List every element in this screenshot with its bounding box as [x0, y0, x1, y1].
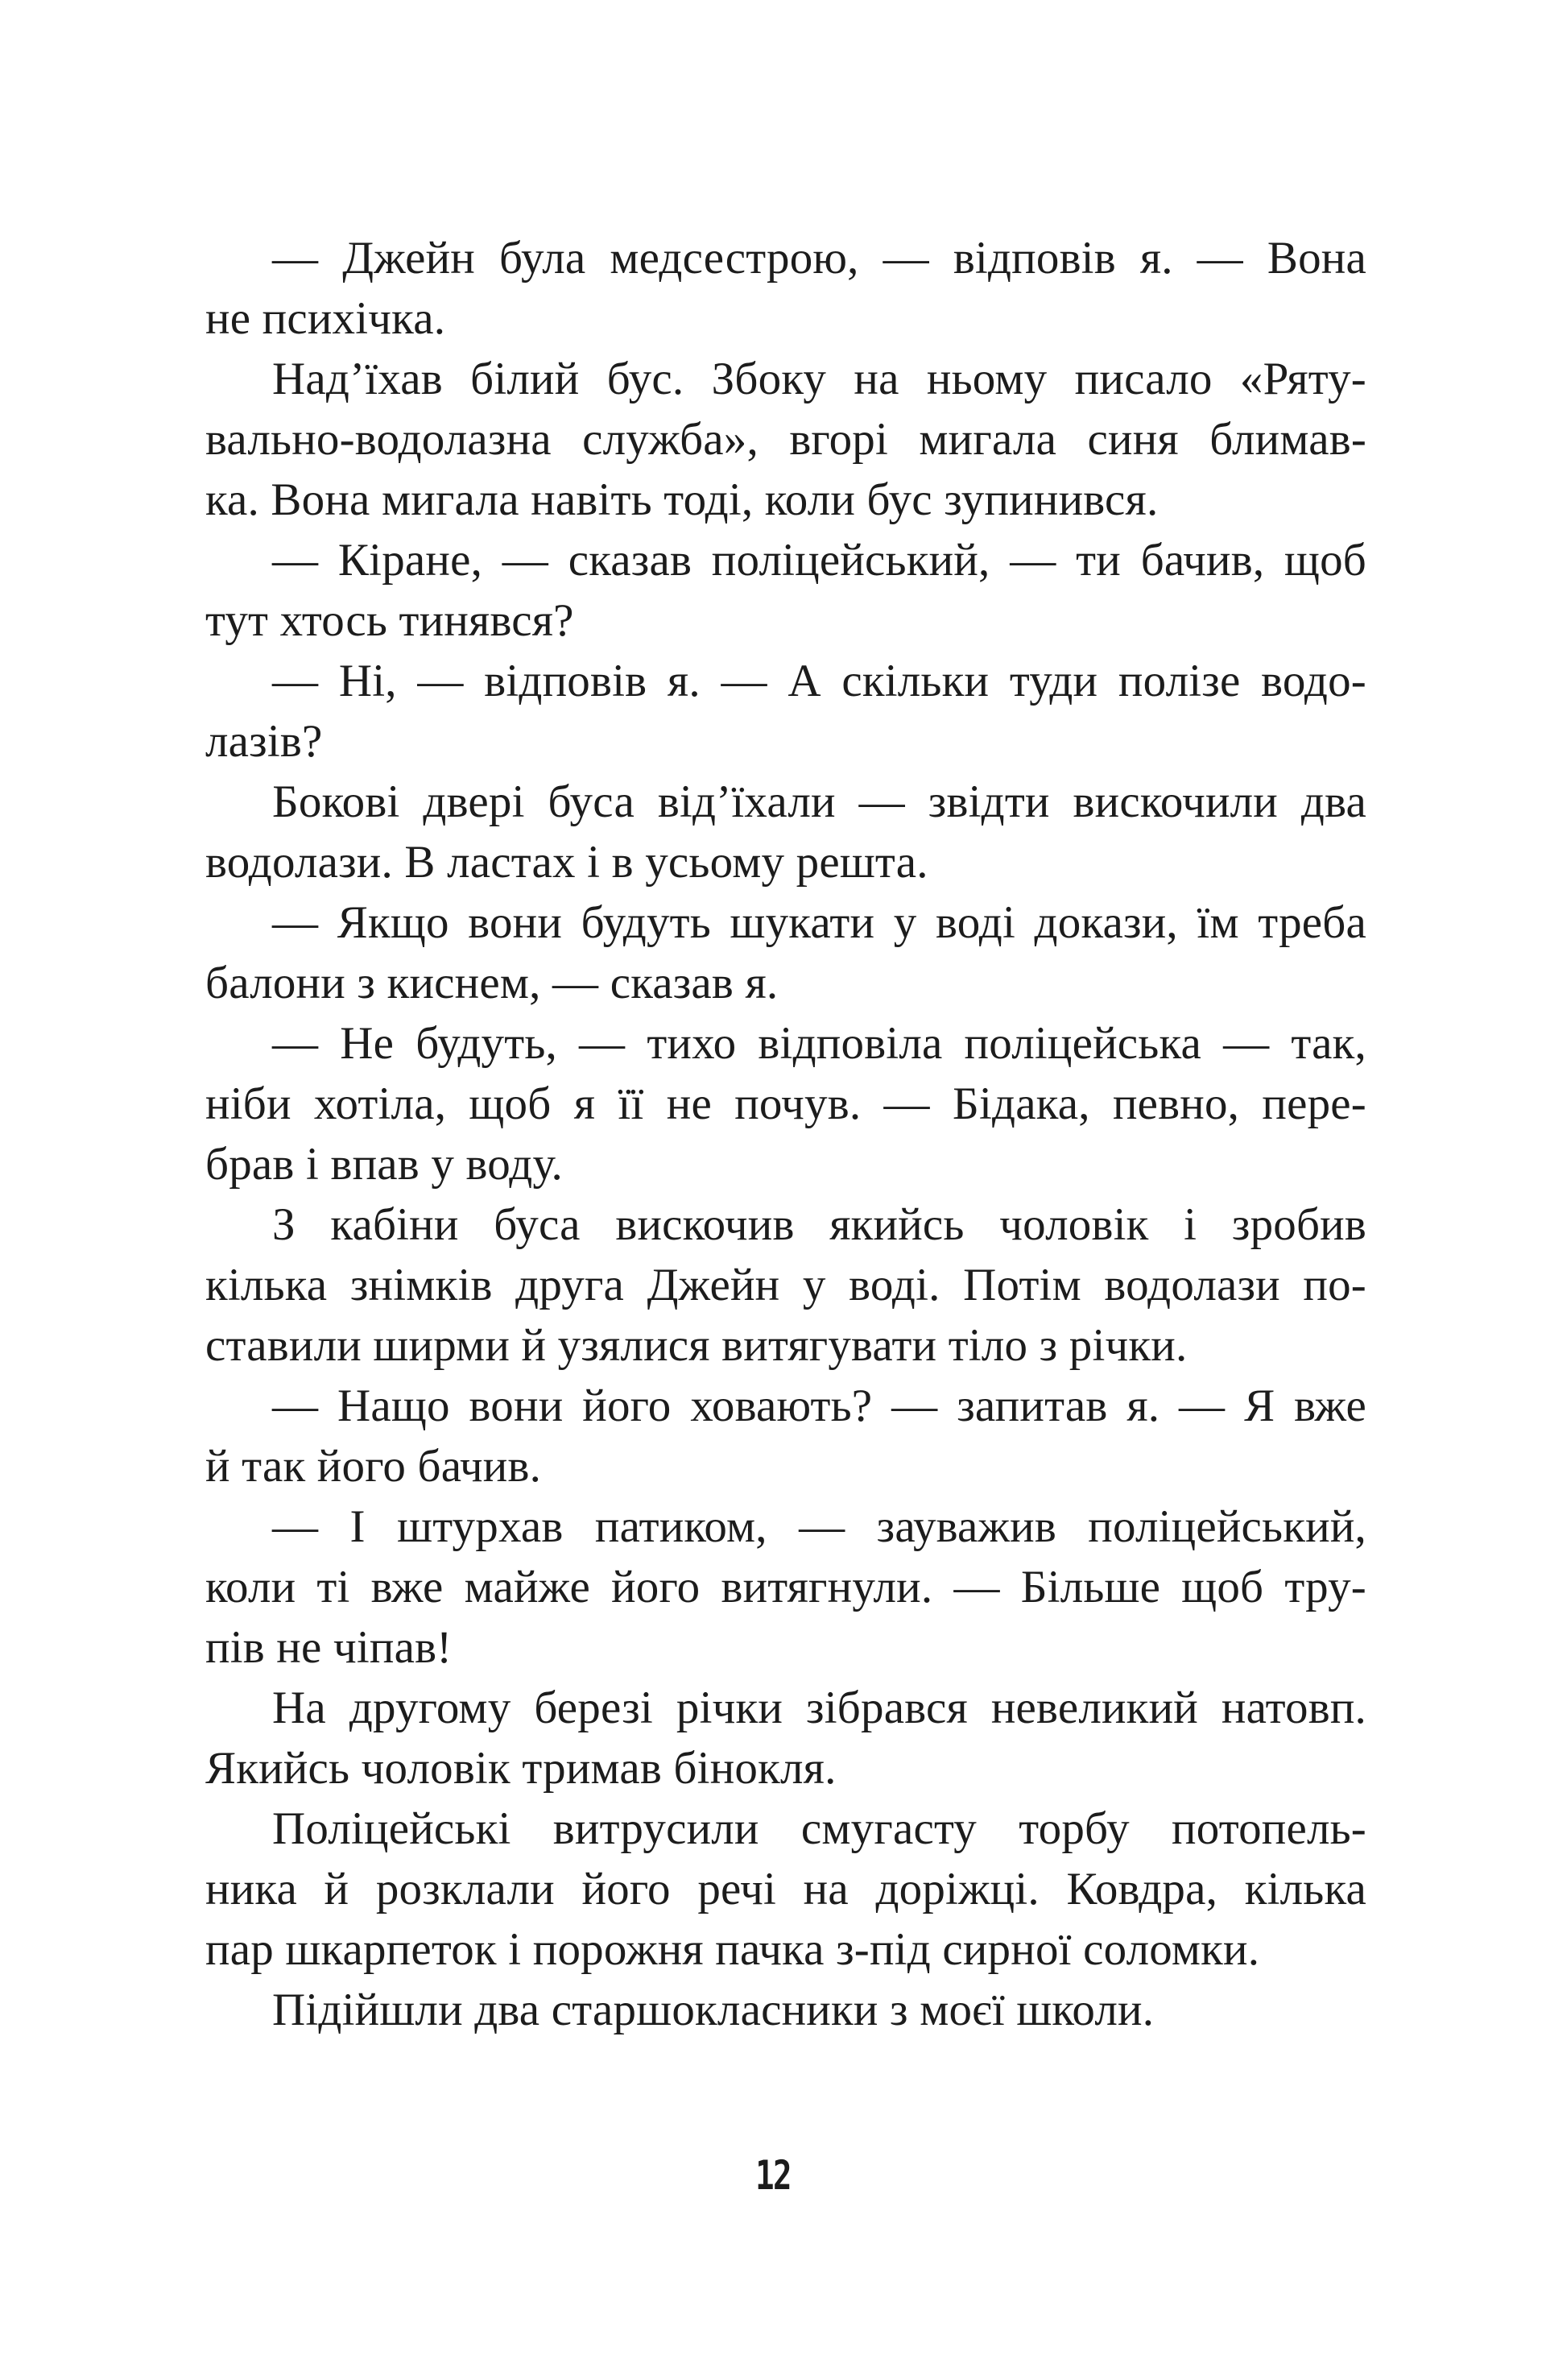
text-line: ка. Вона мигала навіть тоді, коли бус зупинився.	[205, 474, 1159, 525]
text-line: Над’їхав білий бус. Збоку на ньому писало «Ряту-	[272, 354, 1366, 404]
text-line: — Ні, — відповів я. — А скільки туди полізе водо-	[272, 656, 1366, 706]
text-line: — Якщо вони будуть шукати у воді докази, їм треба	[272, 897, 1366, 948]
text-line: ника й розклали його речі на доріжці. Ковдра, кілька	[205, 1864, 1366, 1914]
text-line: З кабіни буса вискочив якийсь чоловік і зробив	[272, 1199, 1366, 1250]
text-line: й так його бачив.	[205, 1441, 542, 1492]
text-line: Підійшли два старшокласники з моєї школи.	[272, 1985, 1155, 2035]
text-line: брав і впав у воду.	[205, 1139, 563, 1190]
text-line: ставили ширми й узялися витягувати тіло з річки.	[205, 1320, 1188, 1371]
page-number: 12	[755, 2152, 791, 2199]
text-line: ніби хотіла, щоб я її не почув. — Бідака, певно, пере-	[205, 1078, 1366, 1129]
text-line: пар шкарпеток і порожня пачка з-під сирної соломки.	[205, 1924, 1260, 1975]
text-line: коли ті вже майже його витягнули. — Більше щоб тру-	[205, 1562, 1366, 1612]
text-line: Якийсь чоловік тримав бінокля.	[205, 1743, 837, 1794]
text-line: Поліцейські витрусили смугасту торбу потопель-	[272, 1803, 1366, 1854]
text-line: — Кіране, — сказав поліцейський, — ти бачив, щоб	[272, 535, 1366, 586]
text-line: лазів?	[205, 716, 323, 767]
text-line: тут хтось тинявся?	[205, 595, 574, 646]
text-line: На другому березі річки зібрався невеликий натовп.	[272, 1683, 1366, 1733]
text-line: балони з киснем, — сказав я.	[205, 958, 779, 1008]
text-line: — Нащо вони його ховають? — запитав я. — Я вже	[272, 1380, 1366, 1431]
text-line: — Не будуть, — тихо відповіла поліцейська — так,	[272, 1018, 1366, 1069]
text-line: пів не чіпав!	[205, 1622, 453, 1673]
text-line: не психічка.	[205, 293, 446, 344]
text-line: кілька знімків друга Джейн у воді. Потім водолази по-	[205, 1260, 1366, 1310]
text-line: водолази. В ластах і в усьому решта.	[205, 837, 928, 888]
text-line: — Джейн була медсестрою, — відповів я. — Вона	[272, 233, 1366, 284]
text-line: — І штурхав патиком, — зауважив поліцейський,	[272, 1501, 1366, 1552]
text-line: Бокові двері буса від’їхали — звідти вискочили два	[272, 776, 1366, 827]
body-text	[205, 228, 1366, 2040]
text-line: вально-водолазна служба», вгорі мигала синя блимав-	[205, 414, 1366, 465]
